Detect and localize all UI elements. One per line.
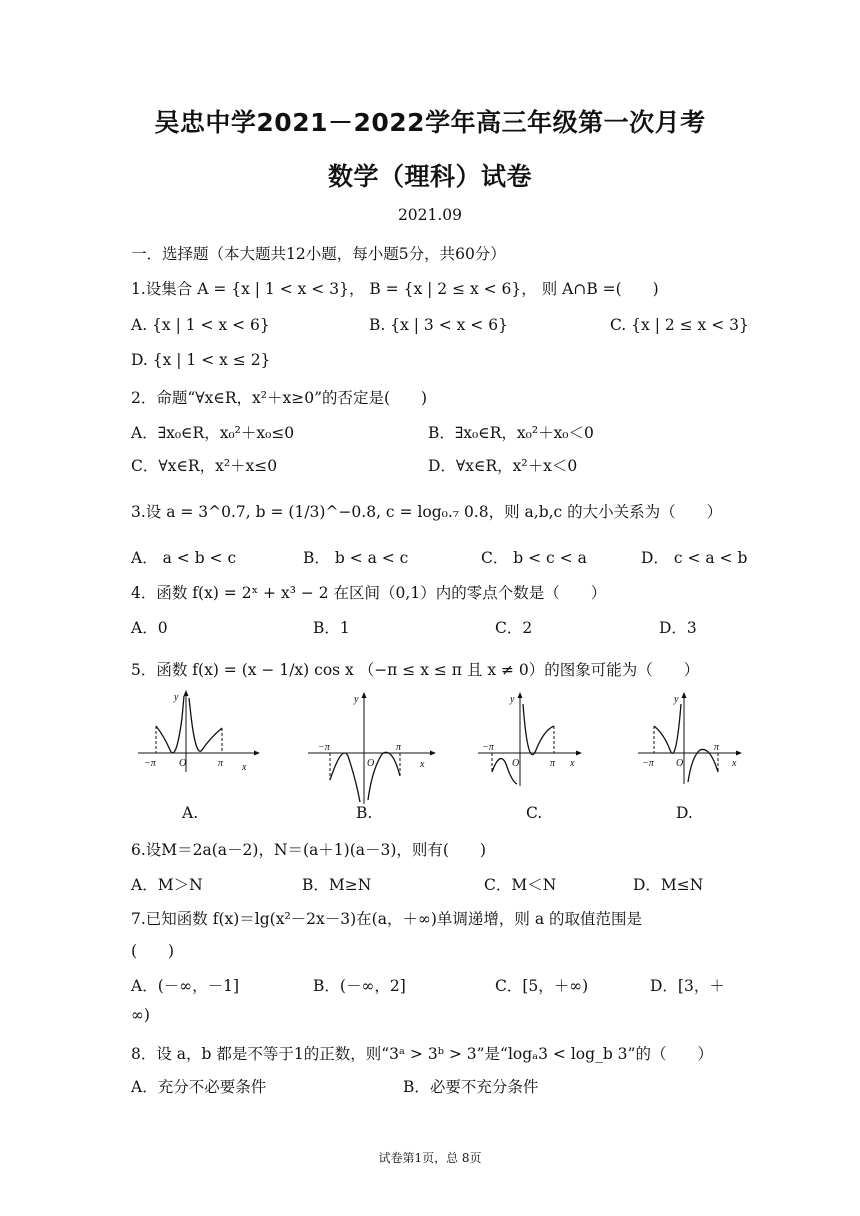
graph-b-x-label: x — [420, 759, 425, 770]
graph-d-pi: π — [714, 742, 720, 753]
question-2-stem: 2．命题“∀x∈R，x²＋x≥0”的否定是( ) — [131, 389, 428, 407]
graph-b-y-label: y — [354, 694, 359, 705]
q7-option-d-cont: ∞) — [131, 1006, 150, 1024]
q2-option-d[interactable]: D．∀x∈R，x²＋x＜0 — [428, 457, 578, 475]
q3-option-a[interactable]: A． a < b < c — [131, 549, 237, 567]
q1-option-b[interactable]: B. {x | 3 < x < 6} — [369, 316, 508, 334]
q5-graph-c — [478, 690, 584, 788]
q7-option-d[interactable]: D．[3，＋ — [650, 977, 725, 995]
q4-option-b[interactable]: B．1 — [313, 619, 350, 637]
exam-subtitle: 数学（理科）试卷 — [327, 162, 532, 191]
q2-option-c[interactable]: C．∀x∈R，x²＋x≤0 — [131, 457, 278, 475]
q3-option-b[interactable]: B． b < a < c — [303, 549, 409, 567]
q8-option-b[interactable]: B．必要不充分条件 — [403, 1078, 539, 1096]
q5-graph-b — [308, 690, 438, 806]
question-3-stem: 3.设 a = 3^0.7, b = (1/3)^−0.8, c = log₀.₇ 0.8，则 a,b,c 的大小关系为（ ） — [131, 503, 723, 521]
question-8-stem: 8．设 a，b 都是不等于1的正数，则“3ᵃ > 3ᵇ > 3”是“logₐ3 < log_b 3”的（ ） — [131, 1045, 713, 1063]
q3-option-d[interactable]: D． c < a < b — [641, 549, 748, 567]
graph-a-y-label: y — [174, 692, 179, 703]
graph-d-neg-pi: −π — [642, 758, 654, 769]
q5-option-c[interactable]: C. — [526, 804, 543, 822]
graph-d-origin: O — [676, 758, 684, 769]
q1-option-d[interactable]: D. {x | 1 < x ≤ 2} — [131, 351, 271, 369]
q4-option-c[interactable]: C．2 — [495, 619, 533, 637]
graph-a-x-label: x — [242, 762, 247, 773]
exam-title: 吴忠中学2021－2022学年高三年级第一次月考 — [154, 108, 706, 137]
graph-c-neg-pi: −π — [482, 742, 494, 753]
section-heading: 一．选择题（本大题共12小题，每小题5分，共60分） — [131, 245, 506, 263]
exam-date: 2021.09 — [397, 206, 463, 224]
q6-option-d[interactable]: D．M≤N — [633, 876, 704, 894]
q5-option-d[interactable]: D. — [676, 804, 693, 822]
question-4-stem: 4．函数 f(x) = 2ˣ + x³ − 2 在区间（0,1）内的零点个数是（ ） — [131, 584, 607, 602]
graph-a-neg-pi: −π — [144, 758, 156, 769]
graph-b-neg-pi: −π — [318, 742, 330, 753]
graph-d-x-label: x — [732, 758, 737, 769]
page-footer: 试卷第1页，总 8页 — [378, 1151, 482, 1165]
q8-option-a[interactable]: A．充分不必要条件 — [131, 1078, 267, 1096]
graph-c-pi: π — [550, 758, 556, 769]
q6-option-b[interactable]: B．M≥N — [302, 876, 372, 894]
q2-option-a[interactable]: A．∃x₀∈R，x₀²＋x₀≤0 — [131, 424, 295, 442]
question-7-stem: 7.已知函数 f(x)＝lg(x²－2x－3)在(a，＋∞)单调递增，则 a 的取值范围是 — [131, 910, 643, 928]
q3-option-c[interactable]: C． b < c < a — [481, 549, 587, 567]
q7-option-c[interactable]: C．[5，＋∞) — [495, 977, 589, 995]
q7-option-a[interactable]: A．(－∞，－1] — [131, 977, 240, 995]
q5-graph-a — [138, 688, 262, 774]
graph-c-origin: O — [512, 758, 520, 769]
question-7-stem-cont: ( ) — [131, 942, 175, 960]
q6-option-a[interactable]: A．M＞N — [131, 876, 203, 894]
question-1-stem: 1.设集合 A = {x | 1 < x < 3}， B = {x | 2 ≤ x < 6}， 则 A∩B =( ) — [131, 280, 659, 298]
q7-option-b[interactable]: B．(－∞，2] — [313, 977, 406, 995]
q1-option-a[interactable]: A. {x | 1 < x < 6} — [131, 316, 270, 334]
graph-d-y-label: y — [674, 694, 679, 705]
q6-option-c[interactable]: C．M＜N — [484, 876, 557, 894]
graph-b-pi: π — [396, 742, 402, 753]
q4-option-d[interactable]: D．3 — [659, 619, 697, 637]
q4-option-a[interactable]: A．0 — [131, 619, 168, 637]
q2-option-b[interactable]: B．∃x₀∈R，x₀²＋x₀＜0 — [428, 424, 594, 442]
q5-option-b[interactable]: B. — [356, 804, 373, 822]
q1-option-c[interactable]: C. {x | 2 ≤ x < 3} — [610, 316, 749, 334]
graph-c-x-label: x — [570, 758, 575, 769]
question-5-stem: 5．函数 f(x) = (x − 1/x) cos x （−π ≤ x ≤ π 且 x ≠ 0）的图象可能为（ ） — [131, 661, 700, 679]
graph-b-origin: O — [367, 758, 375, 769]
q5-graph-d — [638, 690, 744, 786]
graph-a-pi: π — [218, 758, 224, 769]
graph-c-y-label: y — [510, 694, 515, 705]
graph-a-origin: O — [179, 758, 187, 769]
q5-option-a[interactable]: A. — [182, 804, 199, 822]
question-6-stem: 6.设M＝2a(a－2)，N＝(a＋1)(a－3)，则有( ) — [131, 841, 487, 859]
